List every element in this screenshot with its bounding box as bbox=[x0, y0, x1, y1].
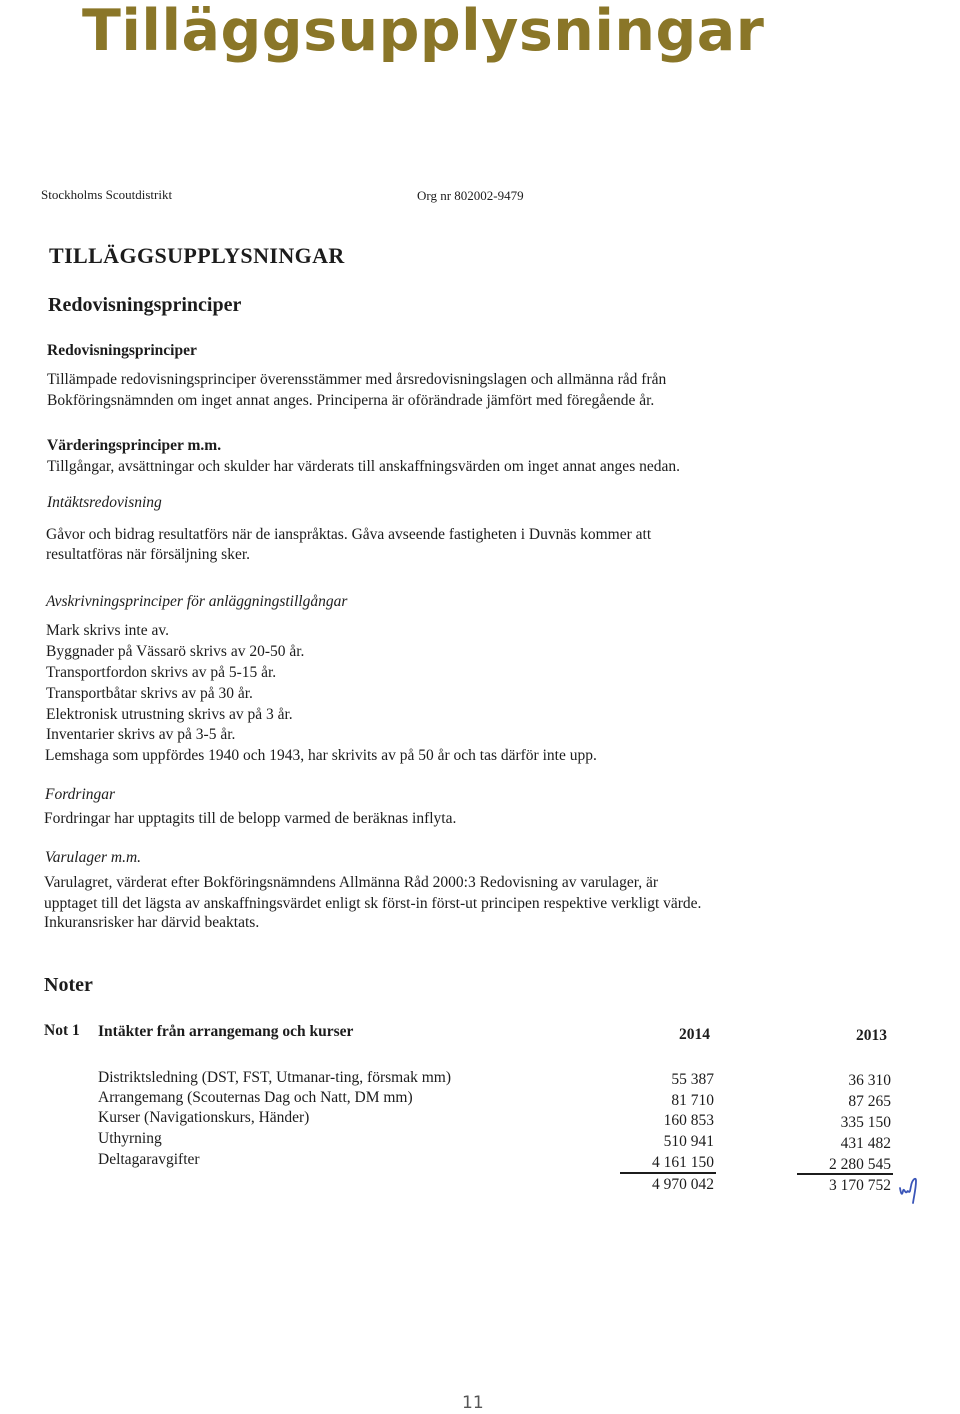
handwritten-initials bbox=[898, 1172, 924, 1206]
org-name: Stockholms Scoutdistrikt bbox=[41, 187, 173, 202]
table-cell-2013: 36 310 bbox=[848, 1072, 891, 1089]
inventory-text-line: upptaget till det lägsta av anskaffningsvärdet enligt sk först-in först-ut principen respektive verkligt värde. bbox=[44, 895, 702, 912]
note-label: Not 1 bbox=[44, 1022, 80, 1039]
page-number: 11 bbox=[462, 1393, 484, 1413]
table-cell-2014: 55 387 bbox=[671, 1071, 714, 1088]
principles-title: Redovisningsprinciper bbox=[47, 342, 197, 359]
principles-text-line: Tillämpade redovisningsprinciper överensstämmer med årsredovisningslagen och allmänna råd från bbox=[47, 371, 667, 388]
table-cell-2013: 431 482 bbox=[840, 1135, 891, 1152]
main-heading: TILLÄGGSUPPLYSNINGAR bbox=[49, 243, 345, 268]
depreciation-line: Transportbåtar skrivs av på 30 år. bbox=[46, 685, 253, 702]
column-header-2013: 2013 bbox=[856, 1027, 887, 1044]
revenue-text-line: resultatföras när försäljning sker. bbox=[46, 546, 251, 563]
depreciation-title: Avskrivningsprinciper för anläggningstillgångar bbox=[46, 593, 348, 610]
depreciation-line: Mark skrivs inte av. bbox=[46, 622, 169, 639]
table-cell-2014: 160 853 bbox=[663, 1112, 714, 1129]
notes-heading: Noter bbox=[44, 974, 93, 996]
inventory-title: Varulager m.m. bbox=[45, 849, 142, 866]
revenue-title: Intäktsredovisning bbox=[47, 494, 162, 511]
depreciation-line: Elektronisk utrustning skrivs av på 3 år. bbox=[46, 706, 293, 723]
table-row-label: Arrangemang (Scouternas Dag och Natt, DM mm) bbox=[98, 1089, 413, 1106]
table-cell-2014: 81 710 bbox=[671, 1092, 714, 1109]
total-2013: 3 170 752 bbox=[829, 1177, 891, 1194]
banner-title: Tilläggsupplysningar bbox=[82, 0, 765, 64]
depreciation-line: Inventarier skrivs av på 3-5 år. bbox=[46, 726, 236, 743]
principles-text-line: Bokföringsnämnden om inget annat anges. Principerna är oförändrade jämfört med föregående år. bbox=[47, 392, 655, 409]
revenue-text-line: Gåvor och bidrag resultatförs när de ianspråktas. Gåva avseende fastigheten i Duvnäs kommer att bbox=[46, 526, 652, 543]
depreciation-line: Transportfordon skrivs av på 5-15 år. bbox=[46, 664, 277, 681]
inventory-text-line: Varulagret, värderat efter Bokföringsnämndens Allmänna Råd 2000:3 Redovisning av varulager, är bbox=[44, 874, 659, 891]
total-2014: 4 970 042 bbox=[652, 1176, 714, 1193]
table-row-label: Deltagaravgifter bbox=[98, 1151, 200, 1168]
depreciation-line: Lemshaga som uppfördes 1940 och 1943, har skrivits av på 50 år och tas därför inte upp. bbox=[45, 747, 597, 764]
valuation-title: Värderingsprinciper m.m. bbox=[47, 437, 222, 454]
valuation-text: Tillgångar, avsättningar och skulder har värderats till anskaffningsvärden om inget annat anges nedan. bbox=[47, 458, 680, 475]
table-cell-2013: 87 265 bbox=[848, 1093, 891, 1110]
table-cell-2014: 4 161 150 bbox=[652, 1154, 714, 1171]
table-row-label: Uthyrning bbox=[98, 1130, 162, 1147]
table-row-label: Kurser (Navigationskurs, Händer) bbox=[98, 1109, 310, 1126]
table-row-label: Distriktsledning (DST, FST, Utmanar-ting, försmak mm) bbox=[98, 1069, 451, 1086]
note-title: Intäkter från arrangemang och kurser bbox=[98, 1023, 354, 1040]
org-number: Org nr 802002-9479 bbox=[417, 188, 524, 203]
table-cell-2013: 2 280 545 bbox=[829, 1156, 891, 1173]
depreciation-line: Byggnader på Vässarö skrivs av 20-50 år. bbox=[46, 643, 305, 660]
table-cell-2013: 335 150 bbox=[840, 1114, 891, 1131]
inventory-text-line: Inkuransrisker har därvid beaktats. bbox=[44, 914, 260, 931]
receivables-title: Fordringar bbox=[45, 786, 116, 803]
section-heading: Redovisningsprinciper bbox=[48, 294, 242, 316]
table-cell-2014: 510 941 bbox=[663, 1133, 714, 1150]
receivables-text: Fordringar har upptagits till de belopp varmed de beräknas inflyta. bbox=[44, 810, 457, 827]
column-header-2014: 2014 bbox=[679, 1026, 710, 1043]
